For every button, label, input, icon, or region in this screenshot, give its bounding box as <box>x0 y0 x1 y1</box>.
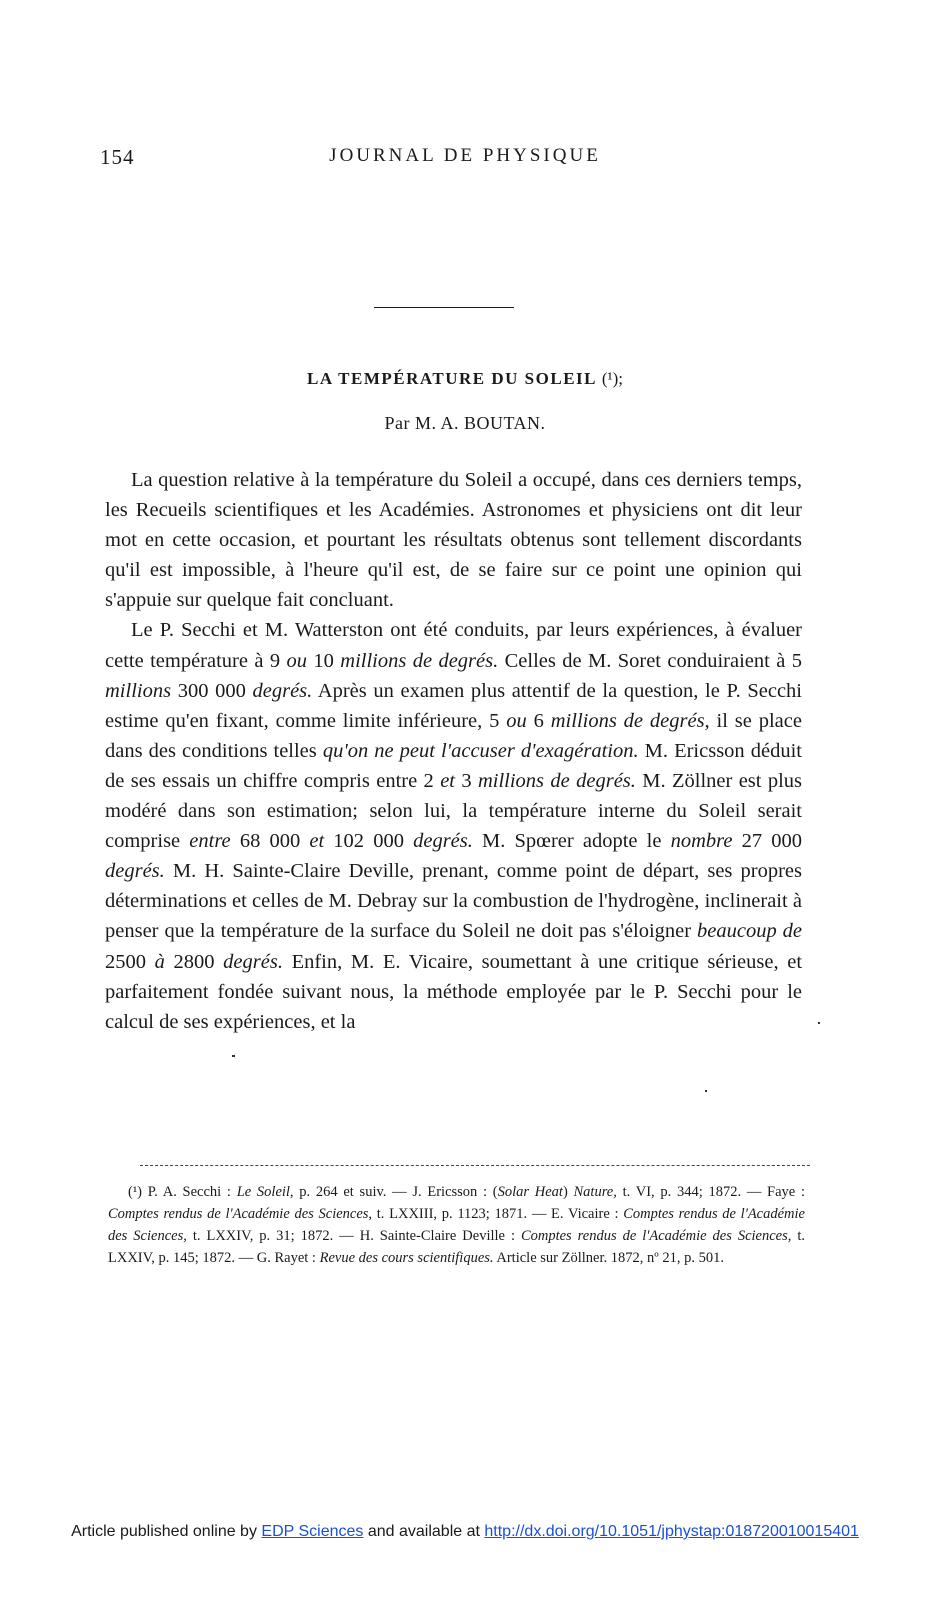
italic-text: millions de degrés. <box>477 769 636 792</box>
text-run: La question relative à la température du Soleil a occupé, dans ces derniers temps, les Recueils scientifiques et les Académies. Astronomes et physiciens ont dit leur mot en cette occasion, et pourtant les résultats obtenus sont tellement discordants qu'il est impossible, à l'heure qu'il est, de se faire sur ce point une opinion qui s'appuie sur quelque fait concluant. <box>105 469 802 612</box>
footnote-reference: (¹); <box>601 369 623 388</box>
italic-text: à <box>154 950 165 973</box>
italic-text: Comptes rendus de l'Académie des Sciences, <box>520 1228 792 1244</box>
text-run: 27 000 <box>732 830 803 853</box>
italic-text: degrés. <box>413 830 473 853</box>
text-run: 102 000 <box>324 830 414 853</box>
italic-text: Solar Heat <box>497 1184 563 1200</box>
italic-text: Comptes rendus de l'Académie des Sciences, <box>108 1206 805 1244</box>
page-number: 154 <box>100 145 135 169</box>
text-run: il se place dans des conditions telles <box>105 709 802 762</box>
italic-text: Comptes rendus de l'Académie des Sciences, <box>108 1206 373 1222</box>
italic-text: degrés. <box>252 679 313 702</box>
text-run: 6 <box>526 709 551 732</box>
italic-text: ou <box>506 709 527 732</box>
text-run: 300 000 <box>171 679 253 702</box>
text-run: (¹) P. A. Secchi : <box>128 1184 237 1200</box>
text-run: M. Ericsson déduit de ses essais un chiffre compris entre 2 <box>105 739 802 792</box>
article-title <box>0 369 930 389</box>
text-run: p. 264 et suiv. — J. Ericsson : ( <box>293 1184 498 1200</box>
italic-text: degrés. <box>223 950 283 973</box>
title-rule <box>374 307 514 308</box>
footnote-rule <box>140 1165 810 1166</box>
text-run: t. LXXIV, p. 31; 1872. — H. Sainte-Claire Deville : <box>186 1228 521 1244</box>
text-run: t. LXXIII, p. 1123; 1871. — E. Vicaire : <box>372 1206 624 1222</box>
text-run: 2500 <box>105 950 155 973</box>
text-run: M. Spœrer adopte le <box>472 830 671 853</box>
article-title-text: LA TEMPÉRATURE DU SOLEIL <box>307 369 597 388</box>
text-run: 68 000 <box>230 830 310 853</box>
text-run: t. VI, p. 344; 1872. — Faye : <box>616 1184 805 1200</box>
italic-text: nombre <box>670 830 733 853</box>
text-run: M. H. Sainte-Claire Deville, prenant, comme point de départ, ses propres déterminations et celles de M. Debray sur la combustion de l'hydrogène, inclinerait à penser que la température de la surface du Soleil ne doit pas s'éloigner <box>105 860 802 943</box>
scan-speck <box>232 1055 235 1057</box>
publication-prefix: Article published online by <box>71 1523 257 1540</box>
text-run: Celles de M. Soret conduiraient à 5 <box>498 649 802 672</box>
footnotes <box>108 1181 805 1269</box>
scan-speck <box>705 1090 707 1092</box>
body-paragraph <box>105 615 802 1036</box>
italic-text: entre <box>189 830 231 853</box>
text-run: Le P. Secchi et M. Watterston ont été conduits, par leurs expériences, à évaluer cette température à 9 <box>105 619 802 672</box>
italic-text: millions de degrés. <box>340 649 499 672</box>
scan-speck <box>818 1022 820 1024</box>
text-run: t. LXXIV, p. 145; 1872. — G. Rayet : <box>108 1228 806 1266</box>
italic-text: Le Soleil, <box>236 1184 294 1200</box>
italic-text: Revue des cours scientifiques. <box>319 1250 494 1266</box>
publisher-link[interactable]: EDP Sciences <box>261 1523 364 1540</box>
body-paragraph <box>105 465 802 615</box>
italic-text: ou <box>286 649 307 672</box>
italic-text: millions de degrés, <box>550 709 710 732</box>
italic-text: degrés. <box>105 860 165 883</box>
text-run: M. Zöllner est plus modéré dans son estimation; selon lui, la température interne du Soleil serait comprise <box>105 769 803 853</box>
italic-text: beaucoup de <box>697 920 802 943</box>
text-run: Article sur Zöllner. 1872, nº 21, p. 501. <box>493 1250 724 1266</box>
publication-middle: and available at <box>367 1523 480 1540</box>
text-run: ) <box>562 1184 574 1200</box>
article-body <box>105 465 802 1037</box>
publication-line <box>0 1523 930 1541</box>
footnote-paragraph <box>108 1181 805 1269</box>
italic-text: Nature, <box>573 1184 617 1200</box>
text-run: Enfin, M. E. Vicaire, soumettant à une critique sérieuse, et parfaitement fondée suivant nous, la méthode employée par le P. Secchi pour le calcul de ses expériences, et la <box>105 950 803 1033</box>
text-run: 10 <box>306 649 341 672</box>
text-run: Après un examen plus attentif de la question, le P. Secchi estime qu'en fixant, comme limite inférieure, 5 <box>105 679 803 732</box>
text-run: 2800 <box>164 950 224 973</box>
italic-text: et <box>440 769 455 792</box>
article-author: Par M. A. BOUTAN. <box>384 413 546 433</box>
italic-text: qu'on ne peut l'accuser d'exagération. <box>322 739 639 762</box>
text-run: 3 <box>454 769 478 792</box>
italic-text: et <box>309 830 325 853</box>
doi-link[interactable]: http://dx.doi.org/10.1051/jphystap:018720010015401 <box>484 1523 859 1540</box>
running-head: JOURNAL DE PHYSIQUE <box>329 145 601 166</box>
italic-text: millions <box>105 679 172 702</box>
